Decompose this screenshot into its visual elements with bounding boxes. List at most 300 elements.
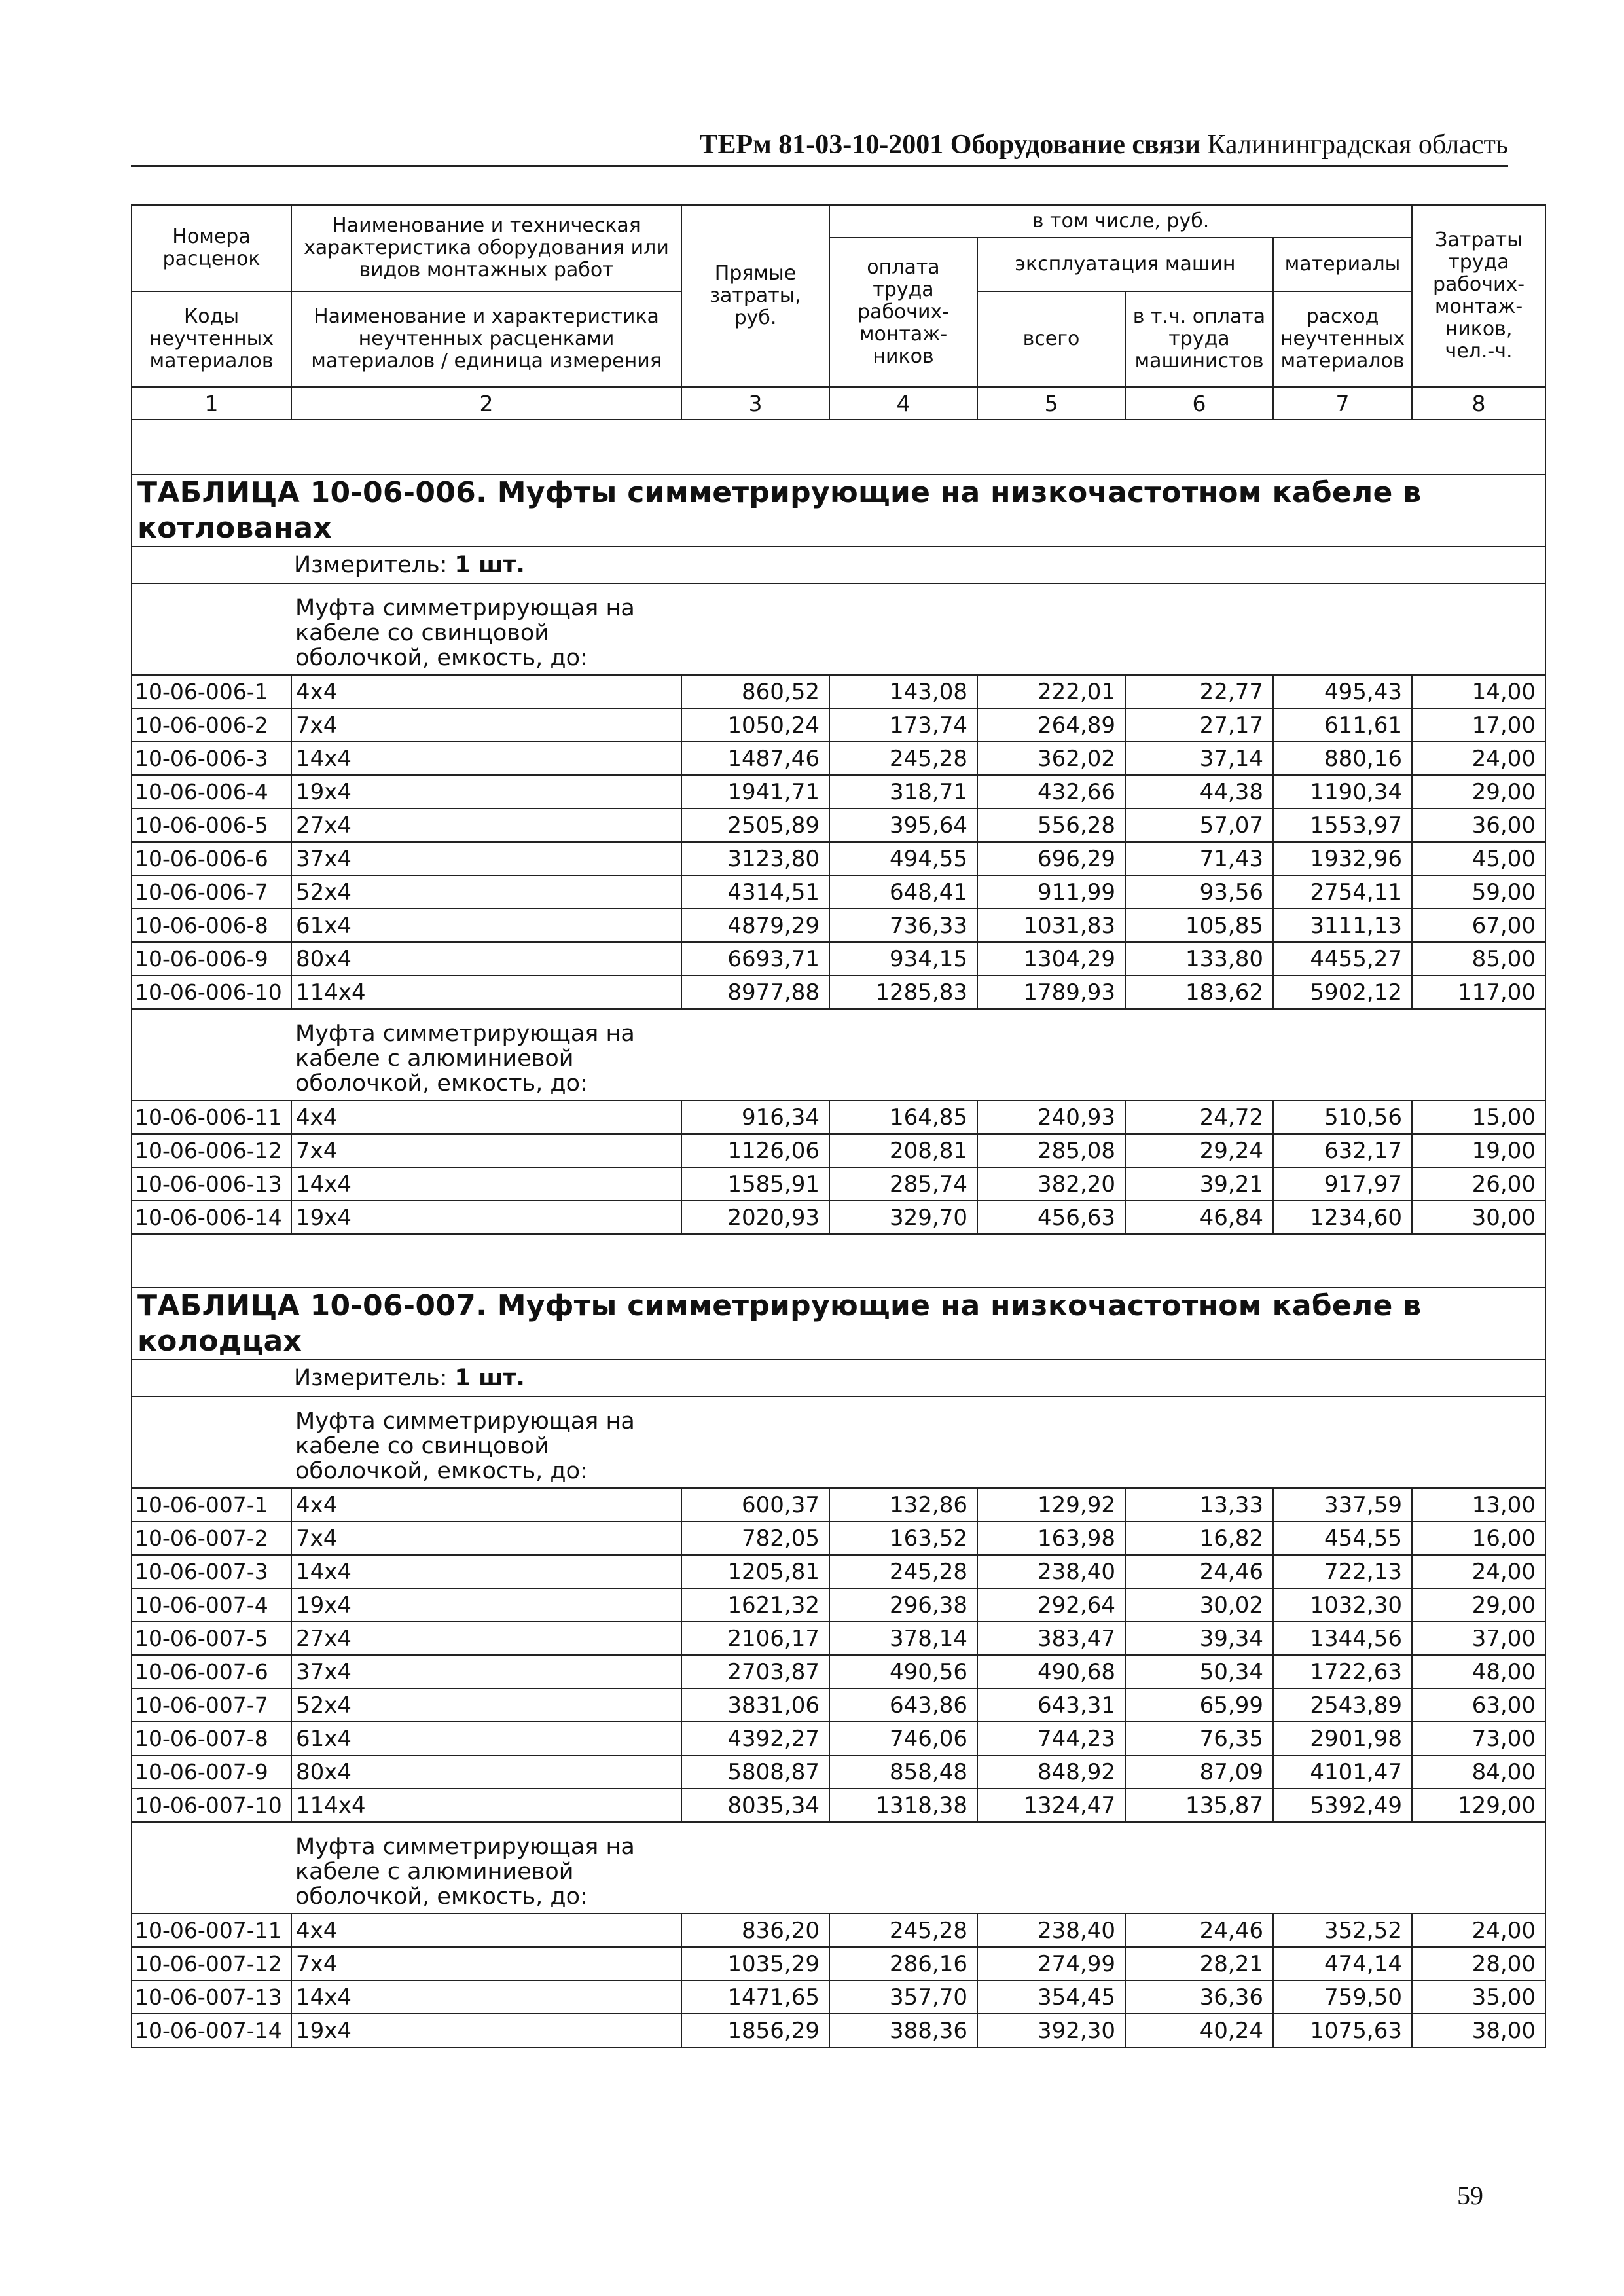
direct-costs: 1205,81 xyxy=(681,1555,829,1588)
group-row xyxy=(132,1396,1545,1488)
rate-code: 10-06-006-7 xyxy=(132,875,291,909)
materials-header: материалы xyxy=(1273,238,1412,291)
machinist-wages: 28,21 xyxy=(1125,1947,1273,1980)
rate-code: 10-06-007-12 xyxy=(132,1947,291,1980)
machinist-wages: 133,80 xyxy=(1125,942,1273,975)
materials-cost: 880,16 xyxy=(1273,742,1412,775)
capacity: 114x4 xyxy=(291,975,681,1009)
machinist-wages: 24,46 xyxy=(1125,1555,1273,1588)
rate-code: 10-06-007-4 xyxy=(132,1588,291,1622)
worker-wages: 318,71 xyxy=(829,775,977,809)
rate-code: 10-06-006-11 xyxy=(132,1101,291,1134)
capacity: 114x4 xyxy=(291,1789,681,1822)
rate-code: 10-06-006-6 xyxy=(132,842,291,875)
col6-header: в т.ч. оплата труда машинистов xyxy=(1125,291,1273,387)
labor-hours: 36,00 xyxy=(1412,809,1545,842)
page-header xyxy=(131,128,1508,167)
materials-cost: 4455,27 xyxy=(1273,942,1412,975)
materials-cost: 495,43 xyxy=(1273,675,1412,708)
capacity: 4x4 xyxy=(291,675,681,708)
rates-table xyxy=(131,204,1546,2048)
machinist-wages: 44,38 xyxy=(1125,775,1273,809)
materials-cost: 337,59 xyxy=(1273,1488,1412,1522)
worker-wages: 648,41 xyxy=(829,875,977,909)
direct-costs: 1585,91 xyxy=(681,1167,829,1201)
table-row xyxy=(132,1555,1545,1588)
direct-costs: 836,20 xyxy=(681,1914,829,1947)
machinist-wages: 39,21 xyxy=(1125,1167,1273,1201)
labor-hours: 63,00 xyxy=(1412,1688,1545,1722)
direct-costs: 3831,06 xyxy=(681,1688,829,1722)
table-row xyxy=(132,742,1545,775)
document-subject: Оборудование связи xyxy=(950,130,1200,160)
rate-code: 10-06-007-3 xyxy=(132,1555,291,1588)
rate-code: 10-06-007-5 xyxy=(132,1622,291,1655)
machine-total: 240,93 xyxy=(977,1101,1125,1134)
gap-cell xyxy=(132,1234,1545,1288)
worker-wages: 736,33 xyxy=(829,909,977,942)
materials-cost: 5902,12 xyxy=(1273,975,1412,1009)
machinist-wages: 46,84 xyxy=(1125,1201,1273,1234)
direct-costs: 1941,71 xyxy=(681,775,829,809)
labor-hours: 24,00 xyxy=(1412,742,1545,775)
table-row xyxy=(132,1655,1545,1688)
rate-code: 10-06-007-10 xyxy=(132,1789,291,1822)
col5-header: всего xyxy=(977,291,1125,387)
materials-cost: 3111,13 xyxy=(1273,909,1412,942)
direct-costs: 600,37 xyxy=(681,1488,829,1522)
rate-code: 10-06-007-8 xyxy=(132,1722,291,1755)
incl-header: в том числе, руб. xyxy=(829,205,1412,238)
group-row xyxy=(132,583,1545,675)
table-title-row xyxy=(132,475,1545,547)
labor-hours: 59,00 xyxy=(1412,875,1545,909)
worker-wages: 208,81 xyxy=(829,1134,977,1167)
column-number: 2 xyxy=(291,387,681,420)
machine-total: 362,02 xyxy=(977,742,1125,775)
labor-hours: 67,00 xyxy=(1412,909,1545,942)
direct-costs: 1471,65 xyxy=(681,1980,829,2014)
worker-wages: 245,28 xyxy=(829,1555,977,1588)
table-title: ТАБЛИЦА 10-06-007. Муфты симметрирующие на низкочастотном кабеле в колодцах xyxy=(137,1289,1422,1358)
direct-costs: 5808,87 xyxy=(681,1755,829,1789)
machinist-wages: 135,87 xyxy=(1125,1789,1273,1822)
labor-hours: 15,00 xyxy=(1412,1101,1545,1134)
direct-costs: 8977,88 xyxy=(681,975,829,1009)
rate-code: 10-06-007-11 xyxy=(132,1914,291,1947)
labor-hours: 28,00 xyxy=(1412,1947,1545,1980)
worker-wages: 490,56 xyxy=(829,1655,977,1688)
group-spacer xyxy=(132,1009,291,1101)
measure-row xyxy=(132,547,1545,583)
group-spacer xyxy=(132,1822,291,1914)
capacity: 37x4 xyxy=(291,842,681,875)
capacity: 7x4 xyxy=(291,708,681,742)
col2-top-header: Наименование и техническая характеристика оборудования или видов монтажных работ xyxy=(291,205,681,291)
machine-total: 556,28 xyxy=(977,809,1125,842)
measure-spacer xyxy=(132,1360,291,1396)
direct-costs: 1487,46 xyxy=(681,742,829,775)
machinist-wages: 50,34 xyxy=(1125,1655,1273,1688)
group-label-cell xyxy=(291,1822,1545,1914)
machine-total: 1304,29 xyxy=(977,942,1125,975)
machine-total: 238,40 xyxy=(977,1555,1125,1588)
document-region: Калининградская область xyxy=(1207,130,1508,160)
rate-code: 10-06-006-5 xyxy=(132,809,291,842)
machine-total: 432,66 xyxy=(977,775,1125,809)
group-label: Муфта симметрирующая на кабеле с алюминиевой оболочкой, емкость, до: xyxy=(295,1834,635,1910)
direct-costs: 2106,17 xyxy=(681,1622,829,1655)
materials-cost: 352,52 xyxy=(1273,1914,1412,1947)
worker-wages: 173,74 xyxy=(829,708,977,742)
worker-wages: 643,86 xyxy=(829,1688,977,1722)
measure-cell xyxy=(291,547,1545,583)
table-row xyxy=(132,1947,1545,1980)
materials-cost: 2901,98 xyxy=(1273,1722,1412,1755)
worker-wages: 378,14 xyxy=(829,1622,977,1655)
document-code: ТЕРм 81-03-10-2001 xyxy=(699,130,944,160)
capacity: 14x4 xyxy=(291,1555,681,1588)
capacity: 27x4 xyxy=(291,809,681,842)
machine-total: 1031,83 xyxy=(977,909,1125,942)
machine-total: 848,92 xyxy=(977,1755,1125,1789)
measure-label: Измеритель: xyxy=(294,552,448,578)
worker-wages: 296,38 xyxy=(829,1588,977,1622)
rate-code: 10-06-006-3 xyxy=(132,742,291,775)
machinist-wages: 30,02 xyxy=(1125,1588,1273,1622)
direct-costs: 4879,29 xyxy=(681,909,829,942)
group-spacer xyxy=(132,583,291,675)
table-row xyxy=(132,775,1545,809)
machinist-wages: 24,72 xyxy=(1125,1101,1273,1134)
rate-code: 10-06-007-13 xyxy=(132,1980,291,2014)
direct-costs: 916,34 xyxy=(681,1101,829,1134)
labor-hours: 30,00 xyxy=(1412,1201,1545,1234)
direct-costs: 4314,51 xyxy=(681,875,829,909)
direct-costs: 3123,80 xyxy=(681,842,829,875)
rate-code: 10-06-006-8 xyxy=(132,909,291,942)
rate-code: 10-06-006-2 xyxy=(132,708,291,742)
machines-header: эксплуатация машин xyxy=(977,238,1273,291)
group-label-cell xyxy=(291,1396,1545,1488)
rate-code: 10-06-006-13 xyxy=(132,1167,291,1201)
capacity: 4x4 xyxy=(291,1101,681,1134)
column-number: 7 xyxy=(1273,387,1412,420)
labor-hours: 85,00 xyxy=(1412,942,1545,975)
direct-costs: 2505,89 xyxy=(681,809,829,842)
machine-total: 383,47 xyxy=(977,1622,1125,1655)
machinist-wages: 40,24 xyxy=(1125,2014,1273,2047)
capacity: 27x4 xyxy=(291,1622,681,1655)
materials-cost: 1190,34 xyxy=(1273,775,1412,809)
materials-cost: 454,55 xyxy=(1273,1522,1412,1555)
direct-costs: 2703,87 xyxy=(681,1655,829,1688)
machine-total: 382,20 xyxy=(977,1167,1125,1201)
table-row xyxy=(132,1722,1545,1755)
machine-total: 292,64 xyxy=(977,1588,1125,1622)
measure-label: Измеритель: xyxy=(294,1365,448,1391)
rate-code: 10-06-007-1 xyxy=(132,1488,291,1522)
column-number: 8 xyxy=(1412,387,1545,420)
materials-cost: 2754,11 xyxy=(1273,875,1412,909)
materials-cost: 611,61 xyxy=(1273,708,1412,742)
machinist-wages: 93,56 xyxy=(1125,875,1273,909)
column-number-row xyxy=(132,387,1545,420)
worker-wages: 858,48 xyxy=(829,1755,977,1789)
materials-cost: 2543,89 xyxy=(1273,1688,1412,1722)
table-row xyxy=(132,1914,1545,1947)
machinist-wages: 16,82 xyxy=(1125,1522,1273,1555)
capacity: 61x4 xyxy=(291,909,681,942)
col2-bottom-header: Наименование и характеристика неучтенных расценками материалов / единица измерения xyxy=(291,291,681,387)
table-row xyxy=(132,2014,1545,2047)
machinist-wages: 57,07 xyxy=(1125,809,1273,842)
table-row xyxy=(132,875,1545,909)
page-number: 59 xyxy=(1457,2181,1483,2210)
col4-header: оплата труда рабочих-монтаж-ников xyxy=(829,238,977,387)
capacity: 7x4 xyxy=(291,1947,681,1980)
machine-total: 354,45 xyxy=(977,1980,1125,2014)
labor-hours: 35,00 xyxy=(1412,1980,1545,2014)
measure-spacer xyxy=(132,547,291,583)
capacity: 19x4 xyxy=(291,775,681,809)
machine-total: 129,92 xyxy=(977,1488,1125,1522)
worker-wages: 1318,38 xyxy=(829,1789,977,1822)
worker-wages: 245,28 xyxy=(829,742,977,775)
capacity: 14x4 xyxy=(291,742,681,775)
direct-costs: 2020,93 xyxy=(681,1201,829,1234)
rate-code: 10-06-007-6 xyxy=(132,1655,291,1688)
rate-code: 10-06-006-14 xyxy=(132,1201,291,1234)
table-row xyxy=(132,1488,1545,1522)
worker-wages: 357,70 xyxy=(829,1980,977,2014)
machinist-wages: 27,17 xyxy=(1125,708,1273,742)
table-row xyxy=(132,942,1545,975)
machine-total: 274,99 xyxy=(977,1947,1125,1980)
worker-wages: 286,16 xyxy=(829,1947,977,1980)
capacity: 14x4 xyxy=(291,1980,681,2014)
direct-costs: 1050,24 xyxy=(681,708,829,742)
materials-cost: 1075,63 xyxy=(1273,2014,1412,2047)
col8-header: Затраты труда рабочих-монтаж-ников, чел.-ч. xyxy=(1412,205,1545,387)
table-row xyxy=(132,1588,1545,1622)
machine-total: 911,99 xyxy=(977,875,1125,909)
gap-cell xyxy=(132,420,1545,475)
labor-hours: 24,00 xyxy=(1412,1914,1545,1947)
labor-hours: 45,00 xyxy=(1412,842,1545,875)
table-title: ТАБЛИЦА 10-06-006. Муфты симметрирующие на низкочастотном кабеле в котлованах xyxy=(137,476,1422,545)
group-spacer xyxy=(132,1396,291,1488)
table-row xyxy=(132,1980,1545,2014)
capacity: 7x4 xyxy=(291,1134,681,1167)
materials-cost: 722,13 xyxy=(1273,1555,1412,1588)
capacity: 19x4 xyxy=(291,2014,681,2047)
column-number: 1 xyxy=(132,387,291,420)
materials-cost: 759,50 xyxy=(1273,1980,1412,2014)
capacity: 52x4 xyxy=(291,1688,681,1722)
labor-hours: 14,00 xyxy=(1412,675,1545,708)
labor-hours: 13,00 xyxy=(1412,1488,1545,1522)
machinist-wages: 39,34 xyxy=(1125,1622,1273,1655)
labor-hours: 48,00 xyxy=(1412,1655,1545,1688)
table-row xyxy=(132,842,1545,875)
rate-code: 10-06-007-2 xyxy=(132,1522,291,1555)
machinist-wages: 71,43 xyxy=(1125,842,1273,875)
labor-hours: 129,00 xyxy=(1412,1789,1545,1822)
worker-wages: 132,86 xyxy=(829,1488,977,1522)
machinist-wages: 29,24 xyxy=(1125,1134,1273,1167)
machine-total: 264,89 xyxy=(977,708,1125,742)
materials-cost: 917,97 xyxy=(1273,1167,1412,1201)
measure-value: 1 шт. xyxy=(454,1365,525,1391)
capacity: 7x4 xyxy=(291,1522,681,1555)
rate-code: 10-06-007-9 xyxy=(132,1755,291,1789)
group-label: Муфта симметрирующая на кабеле со свинцовой оболочкой, емкость, до: xyxy=(295,1408,635,1484)
worker-wages: 494,55 xyxy=(829,842,977,875)
table-title-cell xyxy=(132,475,1545,547)
measure-value: 1 шт. xyxy=(454,552,525,578)
capacity: 19x4 xyxy=(291,1201,681,1234)
machine-total: 222,01 xyxy=(977,675,1125,708)
materials-cost: 1553,97 xyxy=(1273,809,1412,842)
worker-wages: 934,15 xyxy=(829,942,977,975)
machine-total: 643,31 xyxy=(977,1688,1125,1722)
table-row xyxy=(132,809,1545,842)
materials-cost: 632,17 xyxy=(1273,1134,1412,1167)
table-row xyxy=(132,708,1545,742)
table-row xyxy=(132,1789,1545,1822)
table-row xyxy=(132,1167,1545,1201)
capacity: 4x4 xyxy=(291,1488,681,1522)
column-number: 3 xyxy=(681,387,829,420)
worker-wages: 163,52 xyxy=(829,1522,977,1555)
materials-cost: 1032,30 xyxy=(1273,1588,1412,1622)
labor-hours: 16,00 xyxy=(1412,1522,1545,1555)
machine-total: 285,08 xyxy=(977,1134,1125,1167)
direct-costs: 1126,06 xyxy=(681,1134,829,1167)
labor-hours: 19,00 xyxy=(1412,1134,1545,1167)
machine-total: 456,63 xyxy=(977,1201,1125,1234)
measure-row xyxy=(132,1360,1545,1396)
direct-costs: 8035,34 xyxy=(681,1789,829,1822)
table-row xyxy=(132,1622,1545,1655)
col7-header: расход неучтенных материалов xyxy=(1273,291,1412,387)
direct-costs: 1035,29 xyxy=(681,1947,829,1980)
direct-costs: 6693,71 xyxy=(681,942,829,975)
rate-code: 10-06-007-7 xyxy=(132,1688,291,1722)
machinist-wages: 105,85 xyxy=(1125,909,1273,942)
materials-cost: 1344,56 xyxy=(1273,1622,1412,1655)
direct-costs: 782,05 xyxy=(681,1522,829,1555)
col1-top-header: Номера расценок xyxy=(132,205,291,291)
materials-cost: 1234,60 xyxy=(1273,1201,1412,1234)
capacity: 19x4 xyxy=(291,1588,681,1622)
labor-hours: 117,00 xyxy=(1412,975,1545,1009)
section-gap xyxy=(132,420,1545,475)
worker-wages: 245,28 xyxy=(829,1914,977,1947)
capacity: 37x4 xyxy=(291,1655,681,1688)
rate-code: 10-06-007-14 xyxy=(132,2014,291,2047)
machinist-wages: 37,14 xyxy=(1125,742,1273,775)
table-title-row xyxy=(132,1288,1545,1360)
col3-header: Прямые затраты, руб. xyxy=(681,205,829,387)
group-label: Муфта симметрирующая на кабеле со свинцовой оболочкой, емкость, до: xyxy=(295,595,635,671)
group-label-cell xyxy=(291,1009,1545,1101)
worker-wages: 164,85 xyxy=(829,1101,977,1134)
worker-wages: 143,08 xyxy=(829,675,977,708)
worker-wages: 388,36 xyxy=(829,2014,977,2047)
capacity: 52x4 xyxy=(291,875,681,909)
machinist-wages: 76,35 xyxy=(1125,1722,1273,1755)
capacity: 4x4 xyxy=(291,1914,681,1947)
table-row xyxy=(132,1688,1545,1722)
table-row xyxy=(132,1134,1545,1167)
table-row xyxy=(132,1101,1545,1134)
worker-wages: 329,70 xyxy=(829,1201,977,1234)
machine-total: 490,68 xyxy=(977,1655,1125,1688)
table-row xyxy=(132,1755,1545,1789)
machine-total: 392,30 xyxy=(977,2014,1125,2047)
direct-costs: 860,52 xyxy=(681,675,829,708)
group-row xyxy=(132,1822,1545,1914)
labor-hours: 73,00 xyxy=(1412,1722,1545,1755)
machinist-wages: 36,36 xyxy=(1125,1980,1273,2014)
materials-cost: 1722,63 xyxy=(1273,1655,1412,1688)
machine-total: 163,98 xyxy=(977,1522,1125,1555)
machine-total: 238,40 xyxy=(977,1914,1125,1947)
worker-wages: 395,64 xyxy=(829,809,977,842)
machine-total: 1324,47 xyxy=(977,1789,1125,1822)
capacity: 61x4 xyxy=(291,1722,681,1755)
direct-costs: 1621,32 xyxy=(681,1588,829,1622)
labor-hours: 17,00 xyxy=(1412,708,1545,742)
machinist-wages: 87,09 xyxy=(1125,1755,1273,1789)
labor-hours: 84,00 xyxy=(1412,1755,1545,1789)
materials-cost: 474,14 xyxy=(1273,1947,1412,1980)
machine-total: 696,29 xyxy=(977,842,1125,875)
labor-hours: 38,00 xyxy=(1412,2014,1545,2047)
labor-hours: 29,00 xyxy=(1412,1588,1545,1622)
column-number: 4 xyxy=(829,387,977,420)
materials-cost: 4101,47 xyxy=(1273,1755,1412,1789)
table-row xyxy=(132,675,1545,708)
table-row xyxy=(132,1201,1545,1234)
capacity: 14x4 xyxy=(291,1167,681,1201)
machinist-wages: 22,77 xyxy=(1125,675,1273,708)
group-label: Муфта симметрирующая на кабеле с алюминиевой оболочкой, емкость, до: xyxy=(295,1021,635,1097)
table-row xyxy=(132,1522,1545,1555)
labor-hours: 24,00 xyxy=(1412,1555,1545,1588)
header-row-1 xyxy=(132,205,1545,238)
materials-cost: 510,56 xyxy=(1273,1101,1412,1134)
direct-costs: 1856,29 xyxy=(681,2014,829,2047)
table-row xyxy=(132,909,1545,942)
rate-code: 10-06-006-12 xyxy=(132,1134,291,1167)
rate-code: 10-06-006-4 xyxy=(132,775,291,809)
direct-costs: 4392,27 xyxy=(681,1722,829,1755)
worker-wages: 1285,83 xyxy=(829,975,977,1009)
machinist-wages: 65,99 xyxy=(1125,1688,1273,1722)
worker-wages: 746,06 xyxy=(829,1722,977,1755)
rate-code: 10-06-006-1 xyxy=(132,675,291,708)
materials-cost: 1932,96 xyxy=(1273,842,1412,875)
materials-cost: 5392,49 xyxy=(1273,1789,1412,1822)
machinist-wages: 183,62 xyxy=(1125,975,1273,1009)
labor-hours: 29,00 xyxy=(1412,775,1545,809)
table-row xyxy=(132,975,1545,1009)
labor-hours: 26,00 xyxy=(1412,1167,1545,1201)
col1-bottom-header: Коды неучтенных материалов xyxy=(132,291,291,387)
